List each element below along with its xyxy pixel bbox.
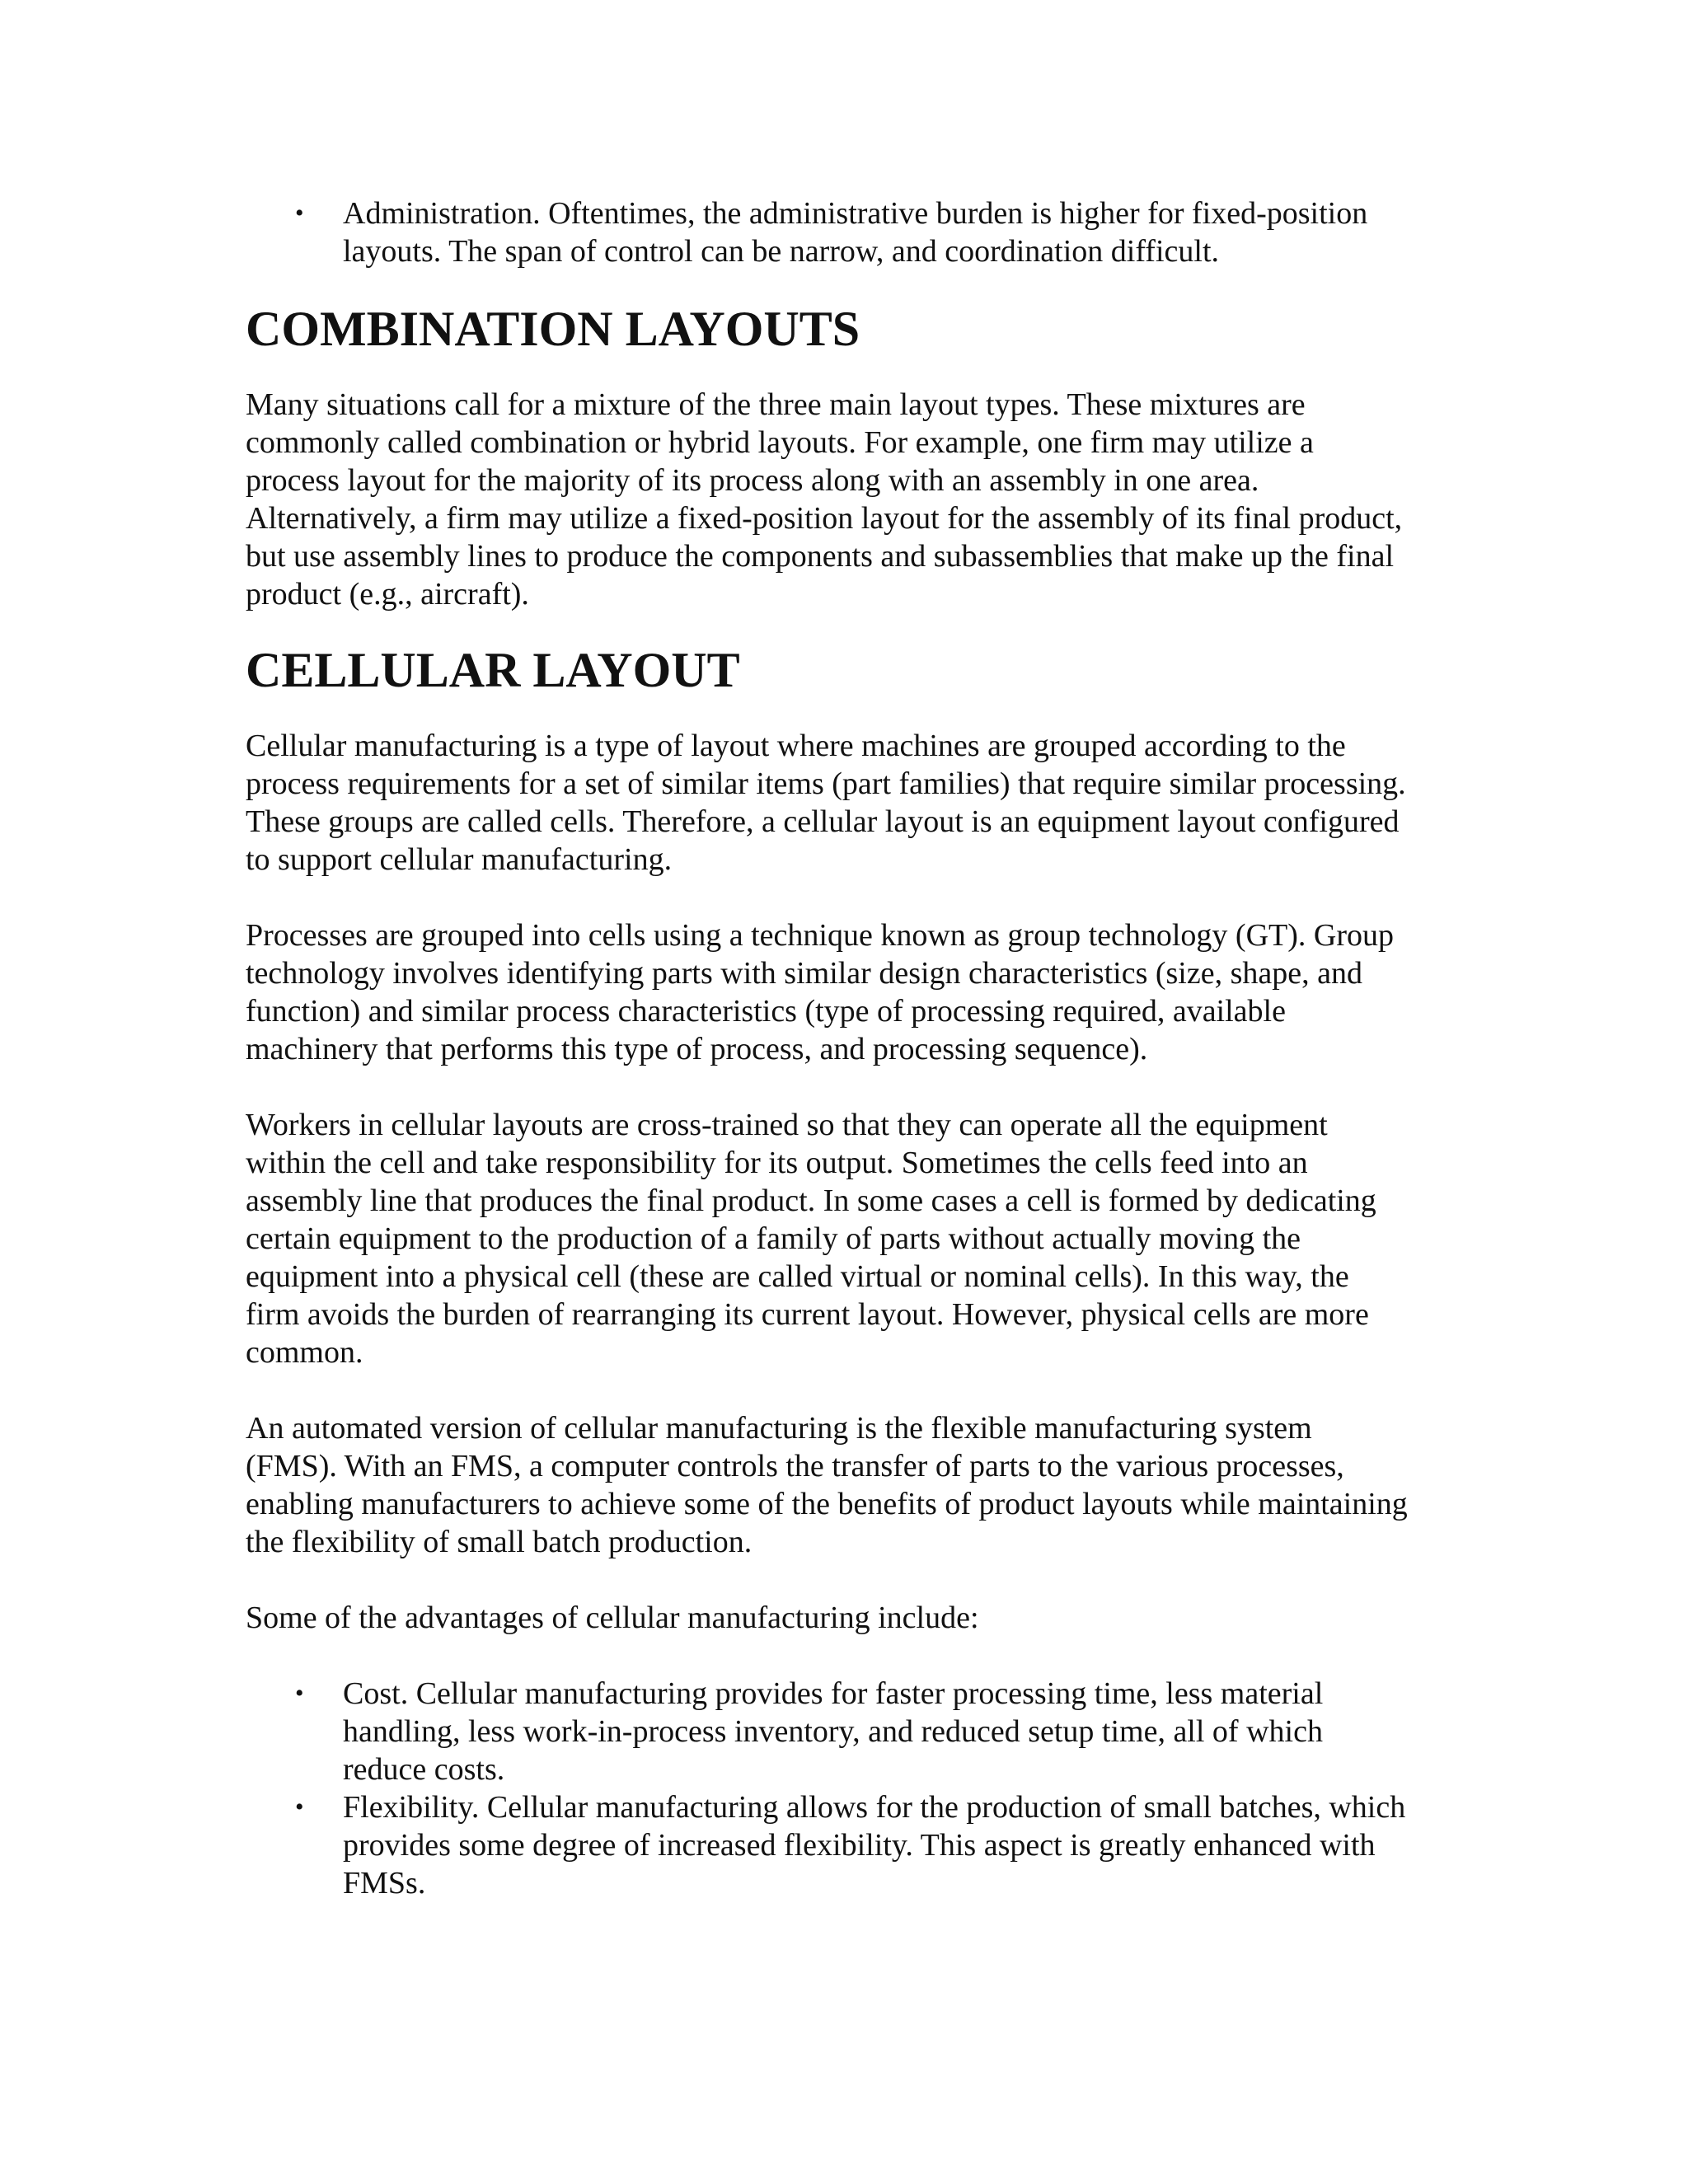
bullet-text: Flexibility. Cellular manufacturing allows for the production of small batches, which provides some degree of increased flexibility. This aspect is greatly enhanced with FMSs. [343,1790,1406,1900]
bullet-icon: • [295,199,304,227]
document-page [246,194,1408,1902]
cellular-paragraph: Workers in cellular layouts are cross-trained so that they can operate all the equipment within the cell and take responsibility for its output. Sometimes the cells feed into an assembly line that produces the final product. In some cases a cell is formed by dedicating certain equipment to the production of a family of parts without actually moving the equipment into a physical cell (these are called virtual or nominal cells). In this way, the firm avoids the burden of rearranging its current layout. However, physical cells are more common. [246,1108,1376,1370]
bullet-icon: • [295,1793,304,1821]
cellular-paragraph: Some of the advantages of cellular manufacturing include: [246,1601,979,1635]
combination-paragraph: Many situations call for a mixture of the three main layout types. These mixtures are commonly called combination or hybrid layouts. For example, one firm may utilize a process layout for the majority of its process along with an assembly in one area. Alternatively, a firm may utilize a fixed-position layout for the assembly of its final product, but use assembly lines to produce the components and subassemblies that make up the final product (e.g., aircraft). [246,387,1403,612]
bullet-text: Cost. Cellular manufacturing provides for faster processing time, less material handling, less work-in-process inventory, and reduced setup time, all of which reduce costs. [343,1676,1324,1787]
bullet-item [246,1788,1408,1902]
bullet-item [246,194,1408,270]
combination-heading: COMBINATION LAYOUTS [246,302,860,356]
bullet-icon: • [295,1680,304,1707]
advantages-bullet-list [246,1675,1408,1902]
cellular-paragraph: Cellular manufacturing is a type of layout where machines are grouped according to the process requirements for a set of similar items (part families) that require similar processing. These groups are called cells. Therefore, a cellular layout is an equipment layout configured to support cellular manufacturing. [246,729,1406,877]
cellular-paragraph: An automated version of cellular manufacturing is the flexible manufacturing system (FMS). With an FMS, a computer controls the transfer of parts to the various processes, enabling manufacturers to achieve some of the benefits of product layouts while maintaining the flexibility of small batch production. [246,1411,1408,1559]
top-bullet-list [246,194,1408,270]
bullet-item [246,1675,1408,1788]
cellular-heading: CELLULAR LAYOUT [246,643,740,697]
bullet-text: Administration. Oftentimes, the administrative burden is higher for fixed-position layouts. The span of control can be narrow, and coordination difficult. [343,196,1368,269]
cellular-paragraph: Processes are grouped into cells using a technique known as group technology (GT). Group technology involves identifying parts with similar design characteristics (size, shape, and function) and similar process characteristics (type of processing required, available machinery that performs this type of process, and processing sequence). [246,918,1394,1066]
